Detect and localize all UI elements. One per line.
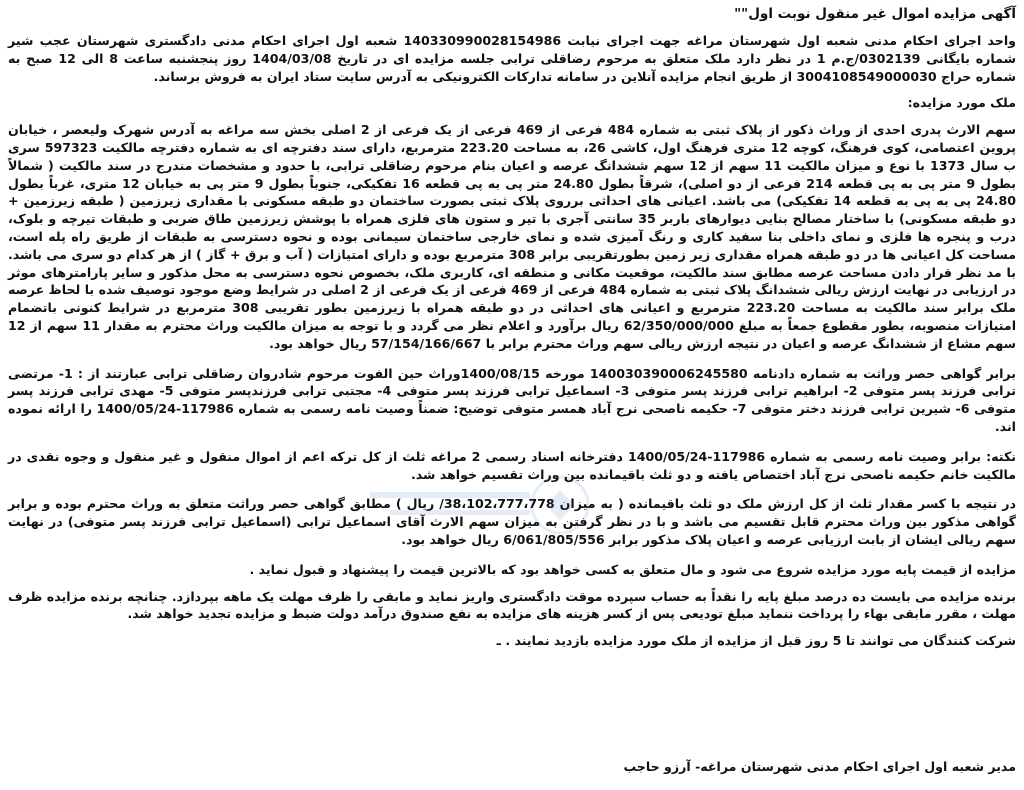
signature-line: مدیر شعبه اول اجرای احکام مدنی شهرستان مراغه- آرزو حاجب [623,759,1016,774]
property-description: سهم الارث پدری احدی از وراث ذکور از پلاک ثبتی به شماره 484 فرعی از 469 فرعی از یک فرعی از 2 اصلی بخش سه مراغه به آدرس شهرک ولیعصر ، خیابان پروین اعتصامی، کوی فرهنگ، کوچه 12 متری فرهنگ اول، کاشی 26، به مساحت 223.20 مترمربع، دارای سند دفترچه ای به شماره دفترچه مالکیت 597323 سری ب سال 1373 با نوع و میزان مالکیت 11 سهم از 12 سهم ششدانگ عرصه و اعیان بنام مرحوم رضاقلی ترابی، با حدود و مشخصات مندرج در سند مالکیت ( شمالاً بطول 9 متر پی به پی قطعه 214 فرعی از دو اصلی)، شرقاً بطول 24.80 متر پی به پی قطعه 16 تفکیکی، جنوباً بطول 9 متر پی به خیابان 12 متری، غرباً بطول 24.80 پی به پی به قطعه 14 تفکیکی) می باشد. اعیانی های احداثی برروی پلاک ثبتی بصورت ساختمان دو طبقه مسکونی با مقداری زیرزمین ( طبقه زیرزمین + دو طبقه مسکونی) با ساختار مصالح بنایی دیوارهای باربر 35 سانتی آجری با تیر و ستون های فلزی همراه با پوشش زیرزمین طاق ضربی و طبقات تیرچه و بلوک، درب و پنجره ها فلزی و نمای داخلی بنا سفید کاری و رنگ آمیزی شده و نمای خارجی ساختمان سیمانی بوده و نحوه دسترسی به طبقات از طریق راه پله است، مساحت کل اعیانی ها در دو طبقه همراه مقداری زیر زمین بطورتقریبی برابر 308 مترمربع بوده و دارای امتیازات ( آب و برق + گاز ) از هر کدام دو سری می باشد. با مد نظر قرار دادن مساحت عرصه مطابق سند مالکیت، موقعیت مکانی و منطقه ای، کاربری ملک، بخصوص نحوه دسترسی به محل مذکور و سایر پارامترهای موثر در ارزیابی در نهایت ارزش ریالی ششدانگ پلاک ثبتی به شماره 484 فرعی از 469 فرعی از یک فرعی از 2 اصلی در شرایط وضع موجود توصیف شده با لحاظ عرصه ملک برابر سند مالکیت به مساحت 223.20 مترمربع و اعیانی های احداثی در دو طبقه همراه با زیرزمین بطور تقریبی 308 مترمربع در شرایط کنونی باتضمام امتیازات منصوبه، بطور مقطوع جمعاً به مبلغ 62/350/000/000 ریال برآورد و اعلام نظر می گردد و با توجه به میزان مالکیت وراث محترم به مقدار 11 سهم از 12 سهم مشاع از ششدانگ عرصه و اعیان در نتیجه ارزش ریالی سهم وراث محترم برابر با 57/154/166/667 ریال خواهد بود. [8,122,1017,351]
intro-paragraph: واحد اجرای احکام مدنی شعبه اول شهرستان مراغه جهت اجرای نیابت 140330990028154986 شعبه اول اجرای احکام مدنی دادگستری شهرستان عجب شیر شماره بایگانی 0302139/ج.م 1 در نظر دارد ملک متعلق به مرحوم رضاقلی ترابی جلسه مزایده ای در تاریخ 1404/03/08 روز پنجشنبه ساعت 8 الی 12 صبح به شماره حراج 3004108549000030 از طریق انجام مزایده آنلاین در سامانه تدارکات الکترونیکی به آدرس سایت ستاد ایران به فروش برساند. [8,33,1016,84]
signature-block [8,758,1016,776]
base-price-paragraph: مزایده از قیمت پایه مورد مزایده شروع می شود و مال متعلق به کسی خواهد بود که بالاترین قیمت را پیشنهاد و قبول نماید . [249,561,1016,577]
heirs-paragraph: برابر گواهی حصر وراثت به شماره دادنامه 140030390006245580 مورخه 1400/08/15وراث حین الفوت مرحوم شادروان رضاقلی ترابی عبارتند از : 1- مرتضی ترابی فرزند پسر متوفی 2- ابراهیم ترابی فرزند پسر متوفی 3- اسماعیل ترابی فرزند پسر متوفی 4- مجتبی ترابی فرزندپسر متوفی 5- مهدی ترابی فرزند پسر متوفی 6- شیرین ترابی فرزند دختر متوفی 7- حکیمه ناصحی نرج آباد همسر متوفی توضیح: ضمناً وصیت نامه رسمی به شماره 117986-1400/05/24 را ارائه نموده اند. [8,365,1017,434]
winner-terms-paragraph: برنده مزایده می بایست ده درصد مبلغ پایه را نقداً به حساب سپرده موقت دادگستری واریز نماید و مابقی را ظرف مهلت یک ماهه بپردازد. چنانچه برنده مزایده ظرف مهلت ، مقرر مابقی بهاء را پرداخت ننماید مبلغ تودیعی پس از کسر هزینه های مزایده به نفع صندوق درآمد دولت ضبط و مزایده تجدید خواهد شد. [8,588,1016,622]
notice-title: آگهی مزایده اموال غیر منقول نوبت اول"" [734,6,1016,22]
auction-notice-document [8,4,1016,786]
visit-paragraph: شرکت کنندگان می توانند تا 5 روز قبل از مزایده از ملک مورد مزایده بازدید نمایند . ـ [496,633,1016,649]
will-note-paragraph: نکته: برابر وصیت نامه رسمی به شماره 117986-1400/05/24 دفترخانه اسناد رسمی 2 مراغه ثلث از کل ترکه اعم از اموال منقول و غیر منقول و وجوه نقدی در مالکیت خانم حکیمه ناصحی نرج آباد اختصاص یافته و دو ثلث باقیمانده بین وراث تقسیم خواهد شد. [8,448,1016,482]
property-heading: ملک مورد مزایده: [907,95,1016,111]
share-result-paragraph: در نتیجه با کسر مقدار ثلث از کل ارزش ملک دو ثلث باقیمانده ( به میزان 38،102،777،778/ ریال ) مطابق گواهی حصر وراثت متعلق به وراث محترم بوده و برابر گواهی مذکور بین وراث محترم قابل تقسیم می باشد و با در نظر گرفتن به میزان سهم الارث آقای اسماعیل ترابی (اسماعیل ترابی فرزند پسر متوفی) در نهایت سهم ریالی ایشان از بابت ارزیابی عرصه و اعیان پلاک مذکور برابر 6/061/805/556 ریال خواهد بود. [8,496,1016,547]
